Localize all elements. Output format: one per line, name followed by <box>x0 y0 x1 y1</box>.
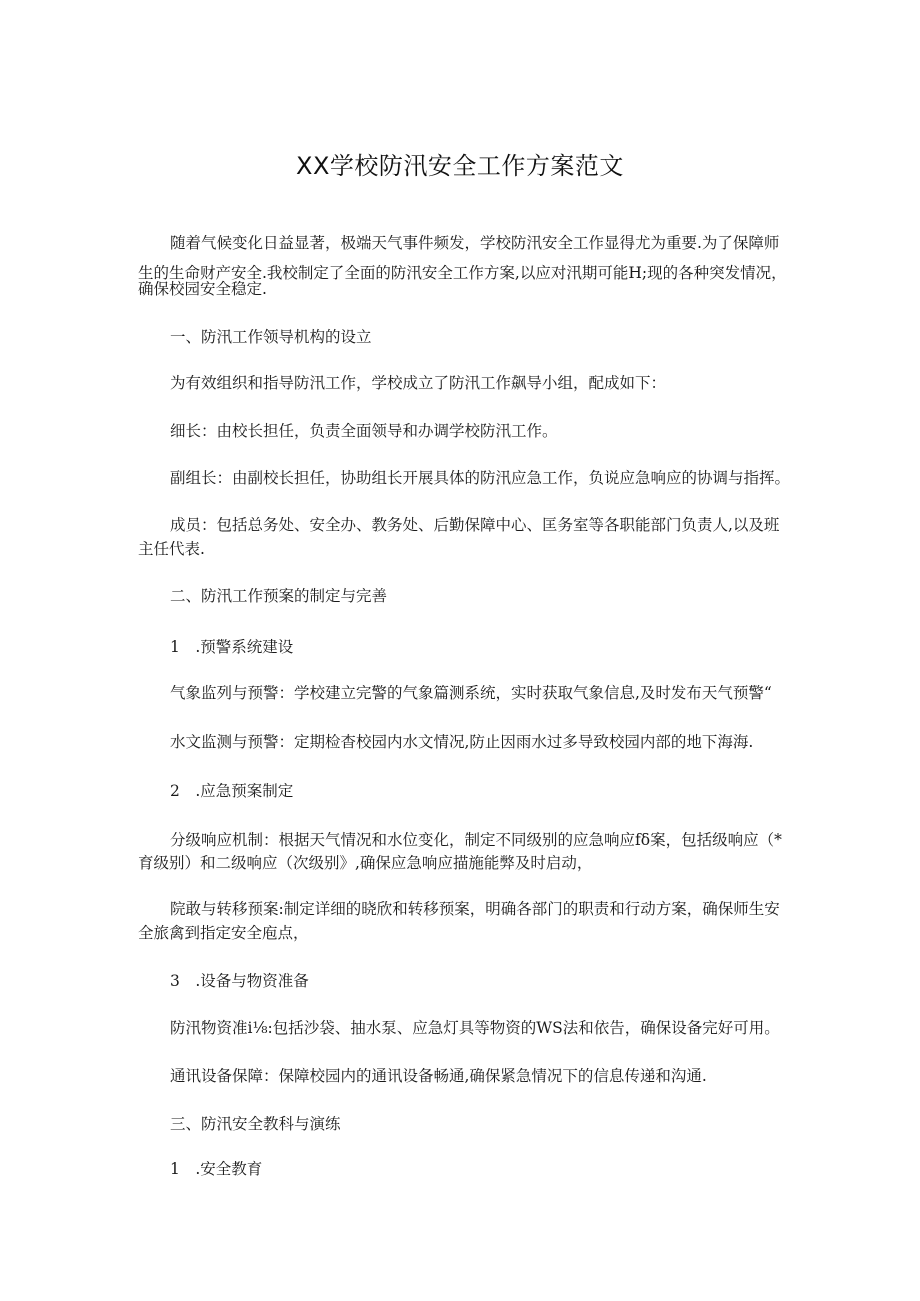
intro-line-3: 确保校园安全稳定. <box>138 280 267 298</box>
section-2-sub-1-para-2: 水文监测与预警：定期检杳校园内水文情况,防止因雨水过多导致校园内部的地下海海. <box>170 733 754 751</box>
section-2-sub-3-para-2: 通讯设备保障：保障校园内的通讯设备畅通,确保紧急情况下的信息传递和沟通. <box>170 1067 707 1085</box>
section-2-sub-2: 2 .应急预案制定 <box>170 782 294 800</box>
section-3-sub-1: 1 .安全教育 <box>170 1160 263 1178</box>
section-1-para-3: 副组长：由副校长担任，协助组长开展具体的防汛应急工作，负说应急响应的协调与指挥。 <box>170 469 791 487</box>
section-2-sub-2-para-2-line-1: 院敢与转移预案:制定详细的晓欣和转移预案，明确各部门的职责和行动方案，确保师生安 <box>170 900 780 918</box>
section-2-sub-2-para-2-line-2: 全旅禽到指定安全庖点， <box>138 924 309 942</box>
intro-line-2: 生的生命财产安全.我校制定了全面的防汛安全工作方案,以应对汛期可能H;现的各种突发情况， <box>138 264 787 282</box>
section-2-sub-1-para-1: 气象监列与预警：学校建立完警的气象篇测系统，实时获取气象信息,及时发布天气预警“ <box>170 684 772 702</box>
section-2-sub-3: 3 .设备与物资准备 <box>170 972 309 990</box>
section-2-heading: 二、防汛工作预案的制定与完善 <box>170 587 388 605</box>
intro-line-1: 随着气候变化日益显著，极端天气事件频发，学校防汛安全工作显得尤为重要.为了保障师 <box>170 234 780 252</box>
section-2-sub-3-para-1: 防汛物资准i⅛:包括沙袋、抽水泵、应急灯具等物资的WS法和依告，确保设备完好可用。 <box>170 1019 780 1037</box>
section-2-sub-2-para-1-line-1: 分级响应机制：根据天气情况和水位变化，制定不同级别的应急响应fδ案，包括级响应（* <box>170 831 782 849</box>
section-2-sub-1: 1 .预警系统建设 <box>170 638 294 656</box>
document-title: XX学校防汛安全工作方案范文 <box>296 152 624 180</box>
section-1-para-1: 为有效组织和指导防汛工作，学校成立了防汛工作飙导小组，配成如下： <box>170 374 667 392</box>
section-2-sub-2-para-1-line-2: 育级别）和二级响应（次级别》,确保应急响应描施能弊及时启动， <box>138 854 593 872</box>
section-1-para-4-line-2: 主任代表. <box>138 540 205 558</box>
section-1-para-2: 细长：由校长担任，负责全面领导和办调学校防汛工作。 <box>170 422 558 440</box>
section-3-heading: 三、防汛安全教科与演练 <box>170 1115 341 1133</box>
section-1-para-4-line-1: 成员：包括总务处、安全办、教务处、后勤保障中心、匡务室等各职能部门负责人,以及班 <box>170 516 780 534</box>
section-1-heading: 一、防汛工作领导机构的设立 <box>170 328 372 346</box>
